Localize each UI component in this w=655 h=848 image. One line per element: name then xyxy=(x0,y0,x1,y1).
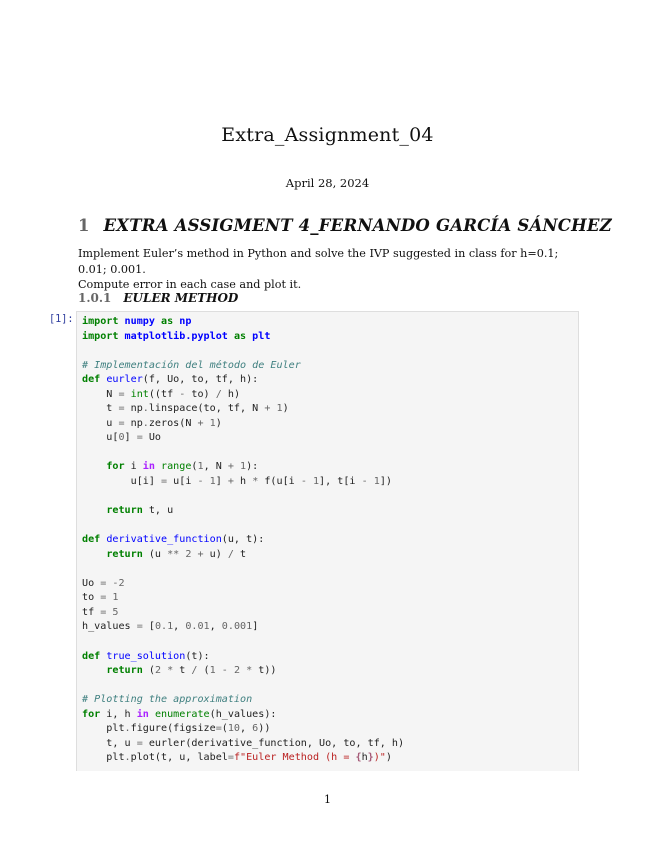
code-token: i xyxy=(124,461,143,473)
code-token: 1 xyxy=(112,592,119,604)
code-token: i, h xyxy=(100,708,137,720)
code-line xyxy=(82,664,578,679)
code-token xyxy=(82,549,106,560)
code-token: plt xyxy=(82,723,125,735)
code-token: int xyxy=(130,388,149,400)
code-token: 10 xyxy=(227,723,241,735)
code-token: np xyxy=(124,417,143,429)
code-token: ) xyxy=(282,403,289,415)
code-token: { xyxy=(355,752,362,764)
code-token: ] xyxy=(252,621,259,633)
code-token: (h_values): xyxy=(209,708,277,720)
code-token: - xyxy=(112,577,119,589)
code-token: plt xyxy=(82,752,125,764)
code-line xyxy=(82,708,578,723)
code-token: = xyxy=(118,388,125,400)
code-token: - xyxy=(179,388,186,400)
code-token: u) xyxy=(203,548,228,560)
code-token: [ xyxy=(142,621,155,633)
code-token: for xyxy=(82,708,101,720)
code-token: - xyxy=(300,476,307,488)
code-line xyxy=(82,344,578,359)
code-token: = xyxy=(118,417,125,429)
code-token: = xyxy=(118,403,125,415)
code-token: 2 xyxy=(118,577,125,589)
code-token: ): xyxy=(246,461,259,473)
code-token: as xyxy=(233,330,247,342)
code-token: = xyxy=(100,592,107,604)
code-token: * xyxy=(246,665,253,677)
code-line xyxy=(82,359,578,374)
code-token: - xyxy=(221,665,228,677)
section-title: EXTRA ASSIGMENT 4_FERNANDO GARCÍA SÁNCHEZ xyxy=(103,216,612,235)
code-line xyxy=(82,533,578,548)
code-token: to) xyxy=(185,388,216,400)
code-token: tf xyxy=(82,606,101,618)
code-token: = xyxy=(136,621,143,633)
code-token: 0.1 xyxy=(154,621,174,633)
code-token: 2 xyxy=(233,665,241,677)
intro-paragraph xyxy=(78,246,588,293)
subsection-number: 1.0.1 xyxy=(78,291,112,305)
code-token: true_solution xyxy=(106,650,186,662)
section-heading xyxy=(78,216,612,235)
code-token: . xyxy=(142,403,149,415)
code-token: . xyxy=(124,723,131,735)
section-number: 1 xyxy=(78,216,90,235)
code-token: range xyxy=(161,461,192,473)
code-token: = xyxy=(136,737,143,749)
code-token: return xyxy=(106,665,143,677)
code-token: # Plotting the approximation xyxy=(82,694,253,706)
code-token: - xyxy=(197,476,204,488)
code-line xyxy=(82,446,578,461)
code-token: . xyxy=(124,752,131,764)
code-line xyxy=(82,693,578,708)
code-token: t)) xyxy=(252,665,277,677)
code-token: 1 xyxy=(209,417,216,429)
code-token: u[ xyxy=(82,432,119,444)
code-token: = xyxy=(136,432,143,444)
intro-line-2: Compute error in each case and plot it. xyxy=(78,278,302,291)
code-token: , N xyxy=(203,461,228,473)
code-token: * xyxy=(252,476,259,488)
code-token: numpy xyxy=(124,316,155,327)
code-line xyxy=(82,475,578,490)
subsection-title: EULER METHOD xyxy=(123,291,239,305)
code-token xyxy=(82,461,106,472)
code-token: ((tf xyxy=(148,388,180,400)
code-token: 1 xyxy=(209,665,216,677)
code-line xyxy=(82,679,578,694)
code-token: h_values xyxy=(82,621,137,633)
code-token: in xyxy=(142,461,155,473)
code-token: Uo xyxy=(142,432,162,444)
code-token: = xyxy=(227,752,234,764)
code-token: np xyxy=(124,403,143,415)
code-token: t, u xyxy=(142,505,174,517)
code-line xyxy=(82,504,578,519)
code-token: (u, t): xyxy=(221,534,265,546)
code-token xyxy=(82,665,106,676)
code-token: 1 xyxy=(197,461,204,473)
code-line xyxy=(82,548,578,563)
code-line xyxy=(82,431,578,446)
code-line xyxy=(82,737,578,752)
code-token: u[i] xyxy=(82,476,162,488)
code-token: t, u xyxy=(82,737,137,749)
code-token: + xyxy=(227,476,234,488)
code-block xyxy=(77,312,578,766)
code-cell[interactable] xyxy=(76,311,579,771)
code-line xyxy=(82,620,578,635)
code-token: - xyxy=(361,476,368,488)
code-token: = xyxy=(215,723,222,735)
code-token: Uo xyxy=(82,577,101,589)
code-line xyxy=(82,373,578,388)
page-number: 1 xyxy=(324,793,331,806)
code-token: t xyxy=(233,548,247,560)
code-token: 5 xyxy=(112,606,119,618)
intro-line-1: Implement Euler’s method in Python and solve the IVP suggested in class for h=0.1; 0.01; 0.001. xyxy=(78,247,559,276)
code-line xyxy=(82,722,578,737)
code-token: for xyxy=(106,461,125,473)
code-token: 2 xyxy=(154,665,162,677)
code-line xyxy=(82,591,578,606)
code-token: figure(figsize xyxy=(130,723,216,735)
code-token: linspace(to, tf, N xyxy=(148,403,265,415)
code-token: / xyxy=(215,388,222,400)
code-token: # Implementación del método de Euler xyxy=(82,359,301,371)
code-token: u xyxy=(82,417,119,429)
code-token: to xyxy=(82,592,101,604)
code-token: np xyxy=(179,316,192,327)
code-token: ( xyxy=(221,723,228,735)
code-token: )" xyxy=(373,752,386,764)
code-token: h xyxy=(361,752,368,764)
code-line xyxy=(82,650,578,665)
code-token: return xyxy=(106,505,143,517)
code-token: t xyxy=(82,403,119,415)
code-token: matplotlib.pyplot xyxy=(124,330,228,342)
code-token: ( xyxy=(197,665,210,677)
subsection-heading xyxy=(78,291,238,305)
code-token: zeros(N xyxy=(148,417,198,429)
code-token: )) xyxy=(258,723,271,735)
code-line xyxy=(82,330,578,345)
code-token: , xyxy=(240,723,253,735)
code-token: = xyxy=(100,577,107,589)
code-token: + xyxy=(197,548,204,560)
code-token: 0 xyxy=(118,432,125,444)
code-token: return xyxy=(106,548,143,560)
code-token: 1 xyxy=(373,476,380,488)
code-line xyxy=(82,460,578,475)
code-token: t xyxy=(173,665,192,677)
code-token: eurler xyxy=(106,374,143,386)
code-token: 0.001 xyxy=(221,621,253,633)
code-token: = xyxy=(161,476,168,488)
code-token: ] xyxy=(124,432,137,444)
code-token: ], t[i xyxy=(319,476,362,488)
code-token: 1 xyxy=(209,476,216,488)
code-line xyxy=(82,417,578,432)
code-token: 1 xyxy=(312,476,320,488)
code-token: 2 xyxy=(185,548,192,560)
code-token: import xyxy=(82,316,119,327)
document-date: April 28, 2024 xyxy=(285,176,370,190)
code-token: + xyxy=(197,417,204,429)
code-token: def xyxy=(82,650,101,662)
code-token: , xyxy=(209,621,222,633)
code-token: in xyxy=(136,708,149,720)
code-token: 1 xyxy=(240,461,247,473)
code-line xyxy=(82,315,578,330)
code-token: derivative_function xyxy=(106,534,222,546)
code-token: } xyxy=(367,752,374,764)
code-token: 1 xyxy=(276,403,283,415)
code-token: + xyxy=(227,461,234,473)
code-line xyxy=(82,577,578,592)
code-line xyxy=(82,751,578,766)
code-token: ( xyxy=(142,665,155,677)
code-token: plt xyxy=(252,330,271,342)
code-token: , xyxy=(173,621,186,633)
code-token: ( xyxy=(191,461,198,473)
code-line xyxy=(82,519,578,534)
code-token: . xyxy=(142,417,149,429)
document-title: Extra_Assignment_04 xyxy=(221,124,434,146)
code-token: ** xyxy=(167,548,180,560)
code-token: / xyxy=(191,665,198,677)
code-line xyxy=(82,490,578,505)
code-token: f(u[i xyxy=(258,476,301,488)
code-line xyxy=(82,606,578,621)
cell-prompt: [1]: xyxy=(49,314,74,325)
code-token: ) xyxy=(385,752,392,764)
code-token: def xyxy=(82,374,101,386)
code-token xyxy=(82,505,106,516)
code-token: as xyxy=(161,316,174,327)
code-token: import xyxy=(82,330,119,342)
code-token: ) xyxy=(215,417,222,429)
code-line xyxy=(82,562,578,577)
code-token: h) xyxy=(221,388,241,400)
code-line xyxy=(82,635,578,650)
code-token: f"Euler Method (h = xyxy=(233,752,356,764)
code-token: plot(t, u, label xyxy=(130,752,228,764)
code-token: u[i xyxy=(167,476,198,488)
code-token: ] xyxy=(215,476,228,488)
code-token: N xyxy=(82,388,119,400)
code-line xyxy=(82,388,578,403)
code-token: h xyxy=(233,476,253,488)
code-token: enumerate xyxy=(154,708,210,720)
code-token: = xyxy=(100,606,107,618)
code-token: (t): xyxy=(185,650,210,662)
code-token: (u xyxy=(142,548,168,560)
code-token: / xyxy=(227,548,234,560)
code-token: def xyxy=(82,534,101,546)
code-token: * xyxy=(167,665,174,677)
code-token: ]) xyxy=(379,476,392,488)
code-token: 0.01 xyxy=(185,621,210,633)
code-line xyxy=(82,402,578,417)
code-token: + xyxy=(264,403,271,415)
code-token: 6 xyxy=(252,723,259,735)
code-token: (f, Uo, to, tf, h): xyxy=(142,374,259,386)
code-token: eurler(derivative_function, Uo, to, tf, h) xyxy=(142,737,405,749)
